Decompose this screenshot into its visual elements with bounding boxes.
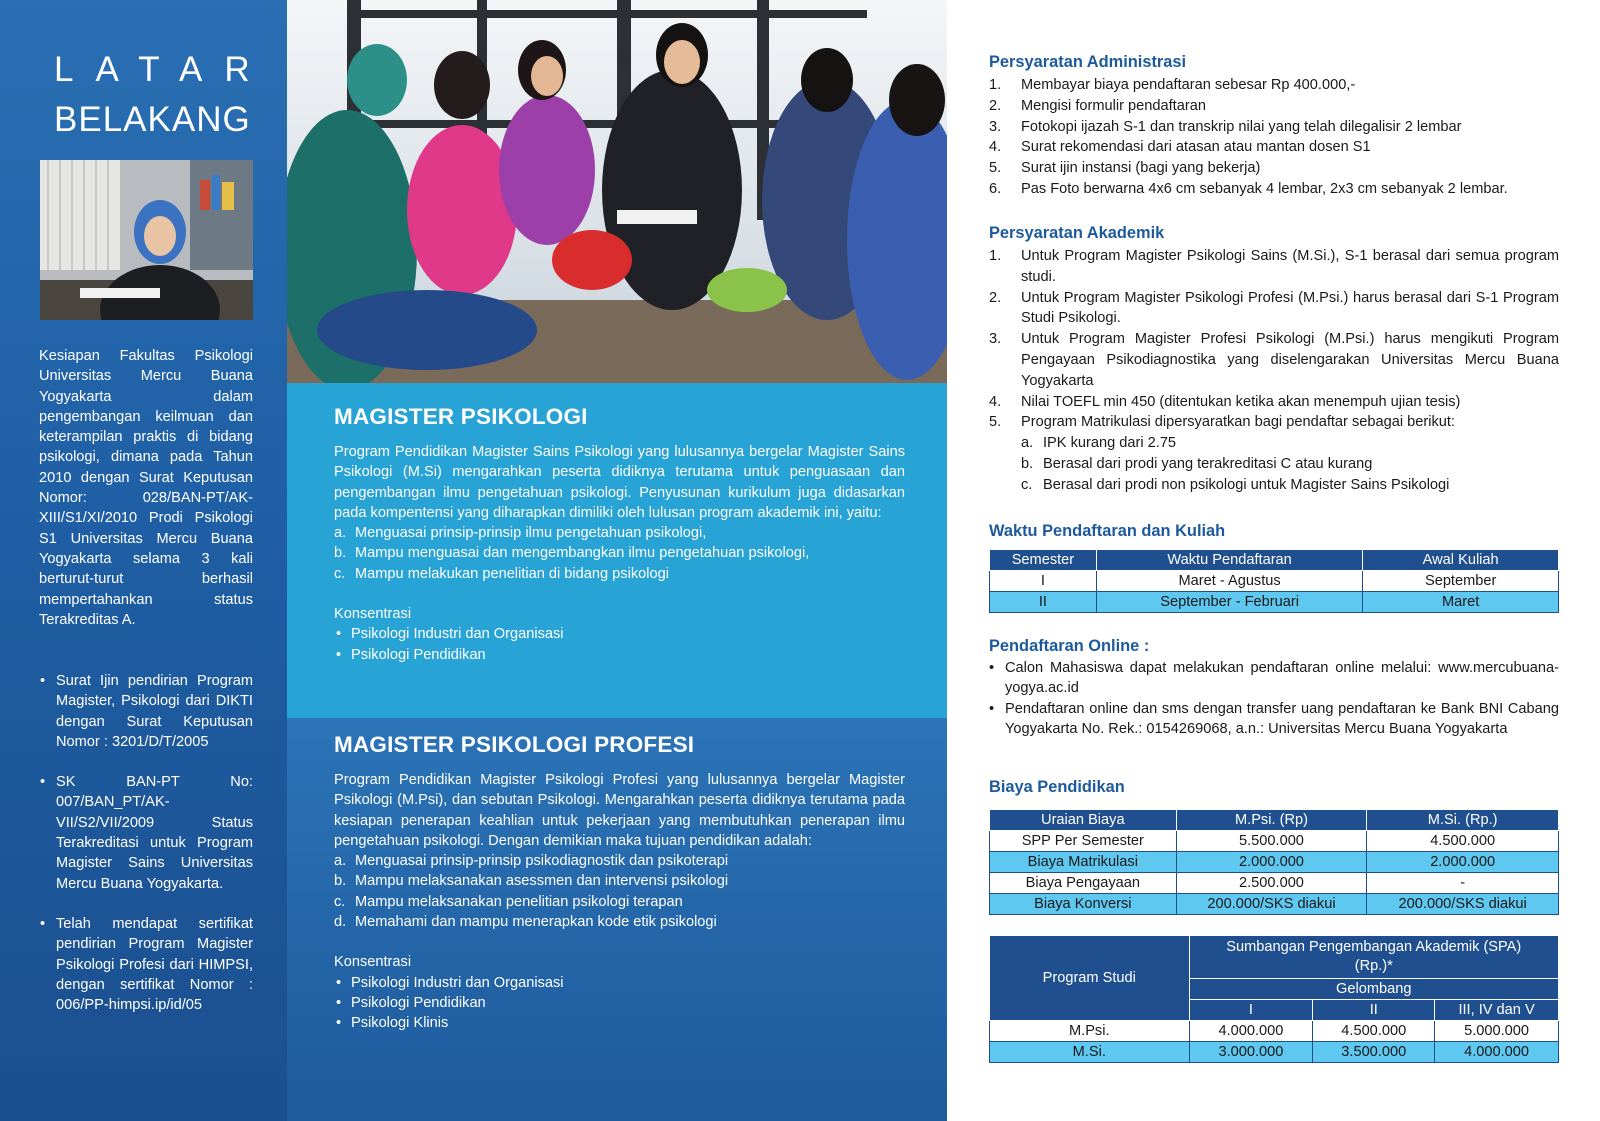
- konsentrasi-item: [334, 645, 905, 665]
- objective-item: [334, 851, 905, 871]
- objective-letter: c.: [334, 893, 346, 910]
- condition-text: Berasal dari prodi yang terakreditasi C atau kurang: [1043, 455, 1373, 472]
- table-cell: 2.000.000: [1367, 852, 1559, 873]
- matrikulasi-condition: [989, 454, 1559, 475]
- konsentrasi-text: Psikologi Klinis: [351, 1015, 449, 1032]
- accreditation-item-text: Telah mendapat sertifikat pendirian Program Magister Psikologi Profesi dari HIMPSI, dengan sertifikat Nomor : 006/PP-himpsi.ip/id/05: [56, 915, 253, 1014]
- bullet-icon: •: [989, 660, 995, 676]
- competency-text: Mampu menguasai dan mengembangkan ilmu pengetahuan psikologi,: [355, 545, 810, 562]
- spa-table: [989, 935, 1559, 1063]
- bullet-icon: •: [336, 974, 342, 991]
- dean-portrait-photo: [40, 160, 253, 320]
- right-column: [947, 0, 1600, 1121]
- admin-requirements-list: [989, 75, 1559, 200]
- table-cell: 3.000.000: [1189, 1042, 1313, 1063]
- students-photo-illustration: [287, 0, 947, 383]
- table-header-row: [990, 550, 1559, 571]
- accreditation-item: [39, 914, 253, 1015]
- item-number: 5.: [989, 414, 1002, 431]
- table-header-cell: Semester: [990, 550, 1097, 571]
- konsentrasi-item: [334, 973, 905, 993]
- wave-header-cell: II: [1313, 1000, 1435, 1021]
- gelombang-header-cell: Gelombang: [1189, 979, 1558, 1000]
- item-text: Untuk Program Magister Psikologi Profesi (M.Psi.) harus berasal dari S-1 Program Studi Psikologi.: [1021, 289, 1559, 327]
- competency-letter: b.: [334, 545, 347, 562]
- condition-text: IPK kurang dari 2.75: [1043, 435, 1177, 452]
- table-cell: 5.500.000: [1176, 831, 1367, 852]
- table-row: [990, 592, 1559, 613]
- portrait-illustration: [40, 160, 253, 320]
- magister-profesi-title: MAGISTER PSIKOLOGI PROFESI: [334, 732, 695, 757]
- objective-letter: b.: [334, 873, 347, 890]
- konsentrasi-item: [334, 1013, 905, 1033]
- admin-requirement-item: [989, 137, 1559, 158]
- table-cell: Maret - Agustus: [1096, 571, 1362, 592]
- magister-profesi-paragraph: Program Pendidikan Magister Psikologi Profesi yang lulusannya bergelar Magister Psikologi (M.Psi), dan sebutan Psikologi. Mengarahkan peserta didiknya terutama pada kesiapan penerapan keahlian untuk pekerjaan yang membutuhkan penerapan ilmu pengetahuan psikologi. Dengan demikian maka tujuan pendidikan adalah:: [334, 772, 905, 849]
- wave-header-cell: I: [1189, 1000, 1313, 1021]
- competency-letter: a.: [334, 525, 347, 542]
- academic-requirements-heading: Persyaratan Akademik: [989, 224, 1165, 242]
- konsentrasi-label: Konsentrasi: [334, 606, 412, 623]
- table-row: [990, 1021, 1559, 1042]
- table-cell: M.Psi.: [990, 1021, 1190, 1042]
- academic-requirement-item: [989, 288, 1559, 330]
- matrikulasi-condition: [989, 475, 1559, 496]
- konsentrasi-text: Psikologi Pendidikan: [351, 994, 486, 1011]
- condition-letter: a.: [1021, 435, 1034, 452]
- item-number: 1.: [989, 248, 1002, 264]
- admin-requirement-item: [989, 96, 1559, 117]
- table-cell: 4.500.000: [1367, 831, 1559, 852]
- table-row: [990, 1042, 1559, 1063]
- table-cell: M.Si.: [990, 1042, 1190, 1063]
- item-text: Membayar biaya pendaftaran sebesar Rp 400.000,-: [1021, 77, 1356, 93]
- competency-item: [334, 564, 905, 584]
- admin-requirement-item: [989, 179, 1559, 200]
- item-number: 3.: [989, 331, 1002, 348]
- item-number: 2.: [989, 97, 1002, 114]
- item-text: Pas Foto berwarna 4x6 cm sebanyak 4 lembar, 2x3 cm sebanyak 2 lembar.: [1021, 180, 1508, 197]
- magister-psikologi-content: [334, 404, 905, 665]
- condition-letter: c.: [1021, 476, 1033, 493]
- bullet-icon: •: [336, 994, 342, 1011]
- matrikulasi-condition: [989, 433, 1559, 454]
- magister-psikologi-title: MAGISTER PSIKOLOGI: [334, 404, 588, 429]
- item-text: Untuk Program Magister Psikologi Sains (M.Si.), S-1 berasal dari semua program studi.: [1021, 248, 1559, 285]
- table-header-cell: M.Si. (Rp.): [1367, 810, 1559, 831]
- objective-text: Mampu melaksanakan penelitian psikologi terapan: [355, 893, 683, 910]
- konsentrasi-item: [334, 624, 905, 644]
- item-number: 1.: [989, 77, 1002, 93]
- bullet-icon: •: [336, 646, 342, 663]
- item-text: Calon Mahasiswa dapat melakukan pendaftaran online melalui: www.mercubuana-yogya.ac.id: [1005, 660, 1559, 697]
- bullet-icon: •: [40, 774, 46, 791]
- table-header-row: [990, 936, 1559, 979]
- competency-item: [334, 523, 905, 543]
- item-text: Surat ijin instansi (bagi yang bekerja): [1021, 160, 1261, 177]
- item-text: Pendaftaran online dan sms dengan transfer uang pendaftaran ke Bank BNI Cabang Yogyakarta No. Rek.: 0154269068, a.n.: Universitas Mercu Buana Yogyakarta: [1005, 700, 1559, 737]
- table-cell: 200.000/SKS diakui: [1367, 894, 1559, 915]
- item-text: Untuk Program Magister Profesi Psikologi (M.Psi.) harus mengikuti Program Pengayaan Psikodiagnostika yang diselengarakan Universitas Mercu Buana Yogyakarta: [1021, 331, 1559, 389]
- accreditation-list: [39, 671, 253, 1035]
- objective-item: [334, 892, 905, 912]
- table-header-cell: Waktu Pendaftaran: [1096, 550, 1362, 571]
- magister-profesi-content: [334, 732, 905, 1034]
- table-cell: II: [990, 592, 1097, 613]
- bullet-icon: •: [336, 1015, 342, 1032]
- bullet-icon: •: [40, 915, 46, 932]
- objective-item: [334, 912, 905, 932]
- item-text: Mengisi formulir pendaftaran: [1021, 97, 1206, 114]
- table-row: [990, 831, 1559, 852]
- konsentrasi-text: Psikologi Industri dan Organisasi: [351, 974, 564, 991]
- objective-text: Menguasai prinsip-prinsip psikodiagnostik dan psikoterapi: [355, 853, 729, 870]
- table-cell: 3.500.000: [1313, 1042, 1435, 1063]
- objective-letter: a.: [334, 853, 347, 870]
- table-cell: Biaya Pengayaan: [990, 873, 1177, 894]
- table-cell: September: [1363, 571, 1559, 592]
- konsentrasi-text: Psikologi Pendidikan: [351, 646, 486, 663]
- item-number: 6.: [989, 180, 1002, 197]
- academic-requirement-item: [989, 392, 1559, 413]
- academic-requirement-item: [989, 412, 1559, 433]
- table-header-cell: Uraian Biaya: [990, 810, 1177, 831]
- online-registration-item: [989, 658, 1559, 699]
- table-header-row: [990, 810, 1559, 831]
- objective-text: Mampu melaksanakan asessmen dan intervensi psikologi: [355, 873, 729, 890]
- table-cell: 4.500.000: [1313, 1021, 1435, 1042]
- schedule-heading: Waktu Pendaftaran dan Kuliah: [989, 522, 1226, 540]
- objective-text: Memahami dan mampu menerapkan kode etik psikologi: [355, 914, 717, 931]
- admin-requirement-item: [989, 75, 1559, 96]
- item-text: Nilai TOEFL min 450 (ditentukan ketika akan menempuh ujian tesis): [1021, 393, 1461, 410]
- table-cell: Maret: [1363, 592, 1559, 613]
- schedule-table: [989, 549, 1559, 613]
- students-discussion-photo: [287, 0, 947, 383]
- item-number: 5.: [989, 160, 1002, 177]
- konsentrasi-text: Psikologi Industri dan Organisasi: [351, 626, 564, 643]
- item-text: Surat rekomendasi dari atasan atau mantan dosen S1: [1021, 139, 1371, 156]
- table-cell: Biaya Matrikulasi: [990, 852, 1177, 873]
- magister-profesi-section: [287, 718, 947, 1121]
- academic-requirement-item: [989, 246, 1559, 288]
- table-row: [990, 894, 1559, 915]
- table-cell: -: [1367, 873, 1559, 894]
- item-text: Fotokopi ijazah S-1 dan transkrip nilai yang telah dilegalisir 2 lembar: [1021, 118, 1462, 135]
- bullet-icon: •: [989, 700, 995, 717]
- academic-requirements-list: [989, 246, 1559, 496]
- item-number: 2.: [989, 289, 1002, 306]
- item-number: 3.: [989, 118, 1002, 135]
- academic-requirement-item: [989, 329, 1559, 391]
- accreditation-item: [39, 671, 253, 752]
- admin-requirement-item: [989, 158, 1559, 179]
- program-header-cell: Program Studi: [990, 936, 1190, 1021]
- online-registration-heading: Pendaftaran Online :: [989, 637, 1150, 655]
- left-column: [0, 0, 287, 1121]
- competency-text: Mampu melakukan penelitian di bidang psikologi: [355, 565, 669, 582]
- table-cell: 4.000.000: [1435, 1042, 1559, 1063]
- table-header-cell: M.Psi. (Rp): [1176, 810, 1367, 831]
- competency-item: [334, 543, 905, 563]
- left-title-line-2: BELAKANG: [54, 100, 251, 139]
- online-registration-list: [989, 658, 1559, 739]
- tuition-heading: Biaya Pendidikan: [989, 778, 1125, 796]
- accreditation-item-text: SK BAN-PT No: 007/BAN_PT/AK-VII/S2/VII/2009 Status Terakreditasi untuk Program Magister Sains Universitas Mercu Buana Yogyakarta.: [56, 774, 253, 892]
- bullet-icon: •: [40, 673, 46, 689]
- item-text: Program Matrikulasi dipersyaratkan bagi pendaftar sebagai berikut:: [1021, 414, 1455, 431]
- competency-text: Menguasai prinsip-prinsip ilmu pengetahuan psikologi,: [355, 525, 707, 542]
- admin-requirements-heading: Persyaratan Administrasi: [989, 53, 1187, 71]
- konsentrasi-item: [334, 993, 905, 1013]
- table-cell: September - Februari: [1096, 592, 1362, 613]
- condition-text: Berasal dari prodi non psikologi untuk Magister Sains Psikologi: [1043, 476, 1450, 493]
- background-paragraph: Kesiapan Fakultas Psikologi Universitas Mercu Buana Yogyakarta dalam pengembangan keilmuan dan keterampilan praktis di bidang psikologi, dimana pada Tahun 2010 dengan Surat Keputusan Nomor: 028/BAN-PT/AK-XIII/S1/XI/2010 Prodi Psikologi S1 Universitas Mercu Buana Yogyakarta selama 3 kali berturut-turut berhasil mempertahankan status Terakreditas A.: [39, 348, 253, 628]
- admin-requirement-item: [989, 117, 1559, 138]
- left-title-line-1: LATAR: [54, 50, 272, 89]
- spa-title-header-cell: Sumbangan Pengembangan Akademik (SPA) (Rp.)*: [1189, 936, 1558, 979]
- objective-letter: d.: [334, 914, 347, 931]
- table-cell: 200.000/SKS diakui: [1176, 894, 1367, 915]
- accreditation-item-text: Surat Ijin pendirian Program Magister, Psikologi dari DIKTI dengan Surat Keputusan Nomor : 3201/D/T/2005: [56, 673, 253, 750]
- konsentrasi-label: Konsentrasi: [334, 954, 412, 971]
- table-cell: 5.000.000: [1435, 1021, 1559, 1042]
- table-row: [990, 852, 1559, 873]
- table-cell: 2.500.000: [1176, 873, 1367, 894]
- table-cell: 2.000.000: [1176, 852, 1367, 873]
- table-header-cell: Awal Kuliah: [1363, 550, 1559, 571]
- table-row: [990, 571, 1559, 592]
- item-number: 4.: [989, 139, 1002, 156]
- bullet-icon: •: [336, 626, 342, 643]
- table-cell: SPP Per Semester: [990, 831, 1177, 852]
- table-cell: Biaya Konversi: [990, 894, 1177, 915]
- online-registration-item: [989, 699, 1559, 740]
- table-row: [990, 873, 1559, 894]
- item-number: 4.: [989, 393, 1002, 410]
- condition-letter: b.: [1021, 455, 1034, 472]
- objective-item: [334, 871, 905, 891]
- magister-psikologi-paragraph: Program Pendidikan Magister Sains Psikologi yang lulusannya bergelar Magister Sains Psikologi (M.Si) mengarahkan peserta didiknya terutama untuk penguasaan dan pengembangan ilmu pengetahuan psikologi. Penyusunan kurikulum juga didasarkan pada kompentensi yang diharapkan dimiliki oleh lulusan program akademik ini, yaitu:: [334, 444, 905, 521]
- wave-header-cell: III, IV dan V: [1435, 1000, 1559, 1021]
- accreditation-item: [39, 772, 253, 894]
- tuition-table: [989, 809, 1559, 915]
- table-cell: I: [990, 571, 1097, 592]
- magister-psikologi-section: [287, 383, 947, 718]
- competency-letter: c.: [334, 565, 346, 582]
- table-cell: 4.000.000: [1189, 1021, 1313, 1042]
